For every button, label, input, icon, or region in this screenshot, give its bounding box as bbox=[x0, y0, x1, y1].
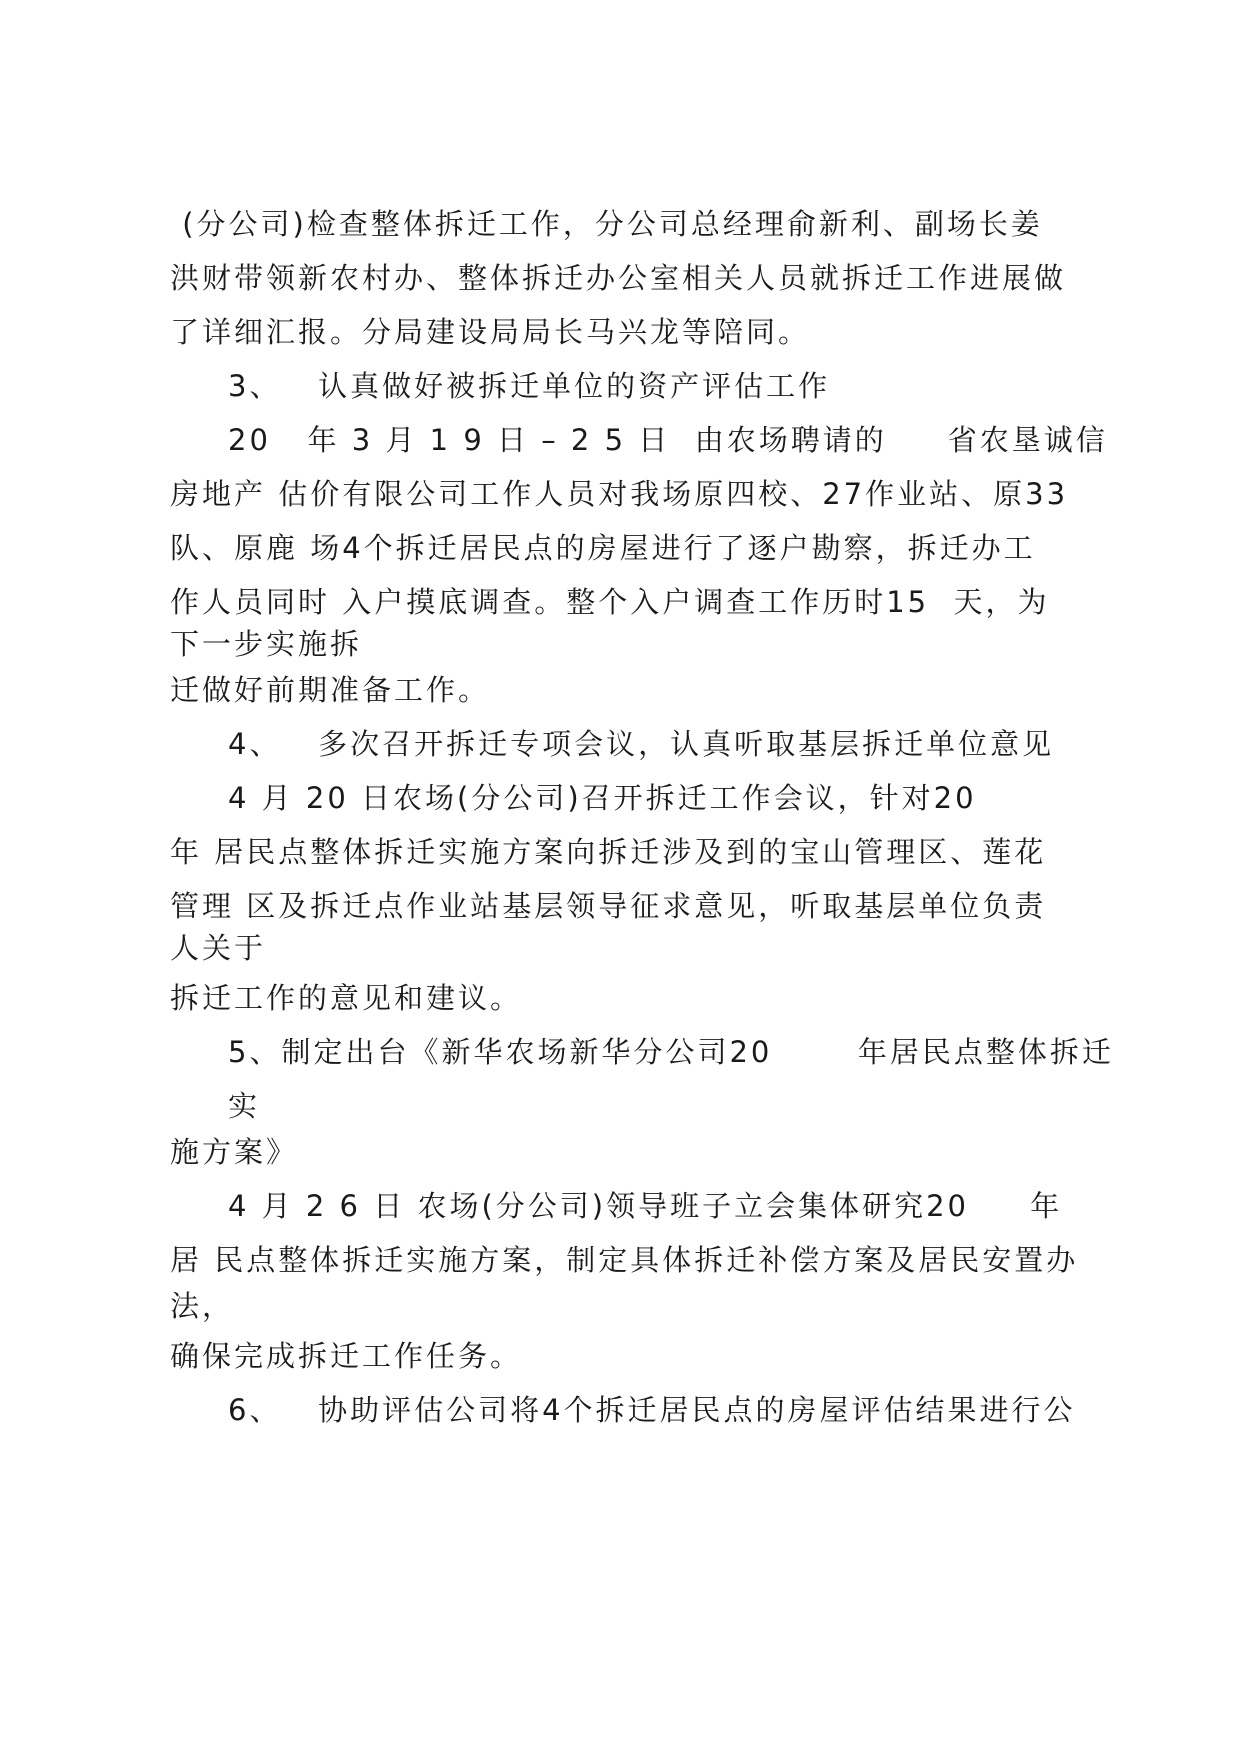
section-heading: 5、制定出台《新华农场新华分公司20 年居民点整体拆迁 bbox=[228, 1035, 1114, 1069]
section-heading: 6、 协助评估公司将4个拆迁居民点的房屋评估结果进行公 bbox=[228, 1393, 1076, 1427]
body-text-line: 下一步实施拆 bbox=[170, 627, 363, 661]
body-text-line: 队、原鹿 场4个拆迁居民点的房屋进行了逐户勘察，拆迁办工 bbox=[170, 531, 1036, 565]
body-text-line: (分公司)检查整体拆迁工作，分公司总经理俞新利、副场长姜 bbox=[170, 207, 1043, 241]
body-text-line: 法， bbox=[170, 1289, 235, 1323]
section-heading: 4、 多次召开拆迁专项会议，认真听取基层拆迁单位意见 bbox=[228, 727, 1055, 761]
body-text-line: 管理 区及拆迁点作业站基层领导征求意见，听取基层单位负责 bbox=[170, 889, 1047, 923]
body-text-line: 了详细汇报。分局建设局局长马兴龙等陪同。 bbox=[170, 315, 811, 349]
body-text-line: 拆迁工作的意见和建议。 bbox=[170, 981, 523, 1015]
body-text-line: 4 月 20 日农场(分公司)召开拆迁工作会议，针对20 bbox=[228, 781, 977, 815]
body-text-line: 确保完成拆迁工作任务。 bbox=[170, 1339, 523, 1373]
body-text-line: 居 民点整体拆迁实施方案，制定具体拆迁补偿方案及居民安置办 bbox=[170, 1243, 1079, 1277]
body-text-line: 20 年 3 月 1 9 日 – 2 5 日 由农场聘请的 省农垦诚信 bbox=[228, 423, 1108, 457]
body-text-line: 年 居民点整体拆迁实施方案向拆迁涉及到的宝山管理区、莲花 bbox=[170, 835, 1047, 869]
section-heading: 3、 认真做好被拆迁单位的资产评估工作 bbox=[228, 369, 831, 403]
section-heading: 施方案》 bbox=[170, 1135, 299, 1169]
body-text-line: 4 月 2 6 日 农场(分公司)领导班子立会集体研究20 年 bbox=[228, 1189, 1063, 1223]
body-text-line: 迁做好前期准备工作。 bbox=[170, 673, 491, 707]
body-text-line: 房地产 估价有限公司工作人员对我场原四校、27作业站、原33 bbox=[170, 477, 1069, 511]
body-text-line: 作人员同时 入户摸底调查。整个入户调查工作历时15 天，为 bbox=[170, 585, 1050, 619]
body-text-line: 洪财带领新农村办、整体拆迁办公室相关人员就拆迁工作进展做 bbox=[170, 261, 1067, 295]
section-heading: 实 bbox=[228, 1089, 261, 1123]
body-text-line: 人关于 bbox=[170, 931, 267, 965]
